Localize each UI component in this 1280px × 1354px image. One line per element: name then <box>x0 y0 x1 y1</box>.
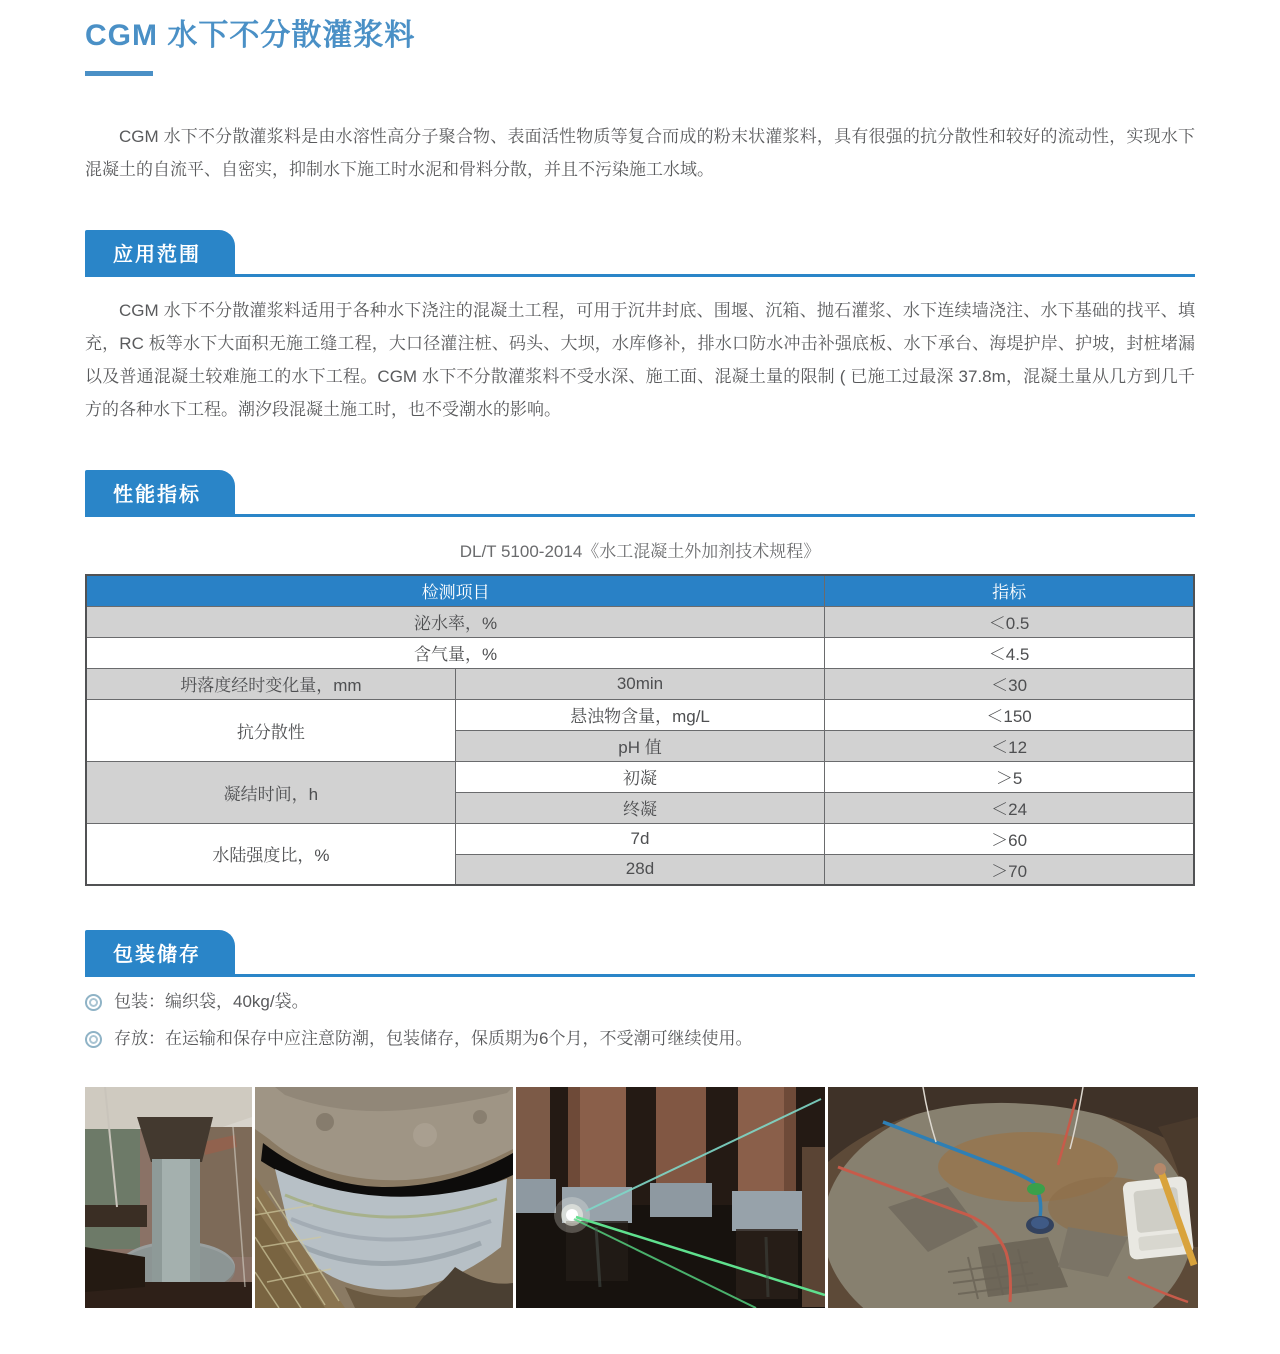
cell-item: 抗分散性 <box>86 699 455 761</box>
performance-table <box>85 574 1195 886</box>
cell-subitem: 悬浊物含量，mg/L <box>455 699 824 730</box>
table-row <box>86 699 1194 730</box>
cell-value: ＞5 <box>825 761 1194 792</box>
cell-item: 泌水率，% <box>86 606 825 637</box>
table-row <box>86 606 1194 637</box>
cell-item: 水陆强度比，% <box>86 823 455 885</box>
page-title: CGM 水下不分散灌浆料 <box>85 19 416 52</box>
table-header-row <box>86 575 1194 606</box>
application-badge: 应用范围 <box>85 230 235 274</box>
title-underline <box>85 71 153 76</box>
cell-subitem: 30min <box>455 668 824 699</box>
header-cell-value: 指标 <box>825 575 1194 606</box>
table-row <box>86 668 1194 699</box>
pile-collar-repair-photo <box>255 1087 513 1308</box>
caisson-pit-photo <box>828 1087 1198 1308</box>
cell-value: ＜12 <box>825 730 1194 761</box>
section-header-application <box>85 230 1195 277</box>
cell-value: ＞60 <box>825 823 1194 854</box>
table-row <box>86 761 1194 792</box>
cell-subitem: 终凝 <box>455 792 824 823</box>
cell-item: 凝结时间，h <box>86 761 455 823</box>
table-row <box>86 637 1194 668</box>
bullet-text: 存放：在运输和保存中应注意防潮，包装储存，保质期为6个月，不受潮可继续使用。 <box>114 1029 753 1048</box>
section-header-packaging <box>85 930 1195 977</box>
night-piers-laser-photo <box>516 1087 825 1308</box>
header-cell-item: 检测项目 <box>86 575 825 606</box>
cell-value: ＜24 <box>825 792 1194 823</box>
performance-badge: 性能指标 <box>85 470 235 514</box>
cell-item: 含气量，% <box>86 637 825 668</box>
list-item <box>85 990 1195 1014</box>
list-item <box>85 1027 1195 1051</box>
cell-value: ＜4.5 <box>825 637 1194 668</box>
cell-item: 坍落度经时变化量，mm <box>86 668 455 699</box>
section-header-performance <box>85 470 1195 517</box>
datasheet-page <box>0 10 1280 1308</box>
packaging-badge: 包装储存 <box>85 930 235 974</box>
photo-strip <box>85 1087 1195 1308</box>
ring-bullet-icon <box>85 994 102 1011</box>
intro-paragraph: CGM 水下不分散灌浆料是由水溶性高分子聚合物、表面活性物质等复合而成的粉末状灌浆料，具有很强的抗分散性和较好的流动性，实现水下混凝土的自流平、自密实，抑制水下施工时水泥和骨料分散，并且不污染施工水域。 <box>85 127 1195 179</box>
ring-bullet-icon <box>85 1031 102 1048</box>
cell-subitem: 初凝 <box>455 761 824 792</box>
cell-value: ＜150 <box>825 699 1194 730</box>
bullet-text: 包装：编织袋，40kg/袋。 <box>114 992 309 1011</box>
cell-subitem: 28d <box>455 854 824 885</box>
cell-value: ＞70 <box>825 854 1194 885</box>
cell-value: ＜30 <box>825 668 1194 699</box>
application-paragraph: CGM 水下不分散灌浆料适用于各种水下浇注的混凝土工程，可用于沉井封底、围堰、沉箱、抛石灌浆、水下连续墙浇注、水下基础的找平、填充，RC 板等水下大面积无施工缝工程，大口径灌注桩、码头、大坝，水库修补，排水口防水冲击补强底板、水下承台、海堤护岸、护坡，封桩堵漏以及普通混凝土较难施工的水下工程。CGM 水下不分散灌浆料不受水深、施工面、混凝土量的限制 ( 已施工过最深 37.8m，混凝土量从几方到几千方的各种水下工程。潮汐段混凝土施工时，也不受潮水的影响。 <box>85 301 1195 419</box>
cell-subitem: 7d <box>455 823 824 854</box>
table-row <box>86 823 1194 854</box>
standard-caption: DL/T 5100-2014《水工混凝土外加剂技术规程》 <box>459 542 821 561</box>
cell-value: ＜0.5 <box>825 606 1194 637</box>
cell-subitem: pH 值 <box>455 730 824 761</box>
underwater-pile-photo <box>85 1087 252 1308</box>
